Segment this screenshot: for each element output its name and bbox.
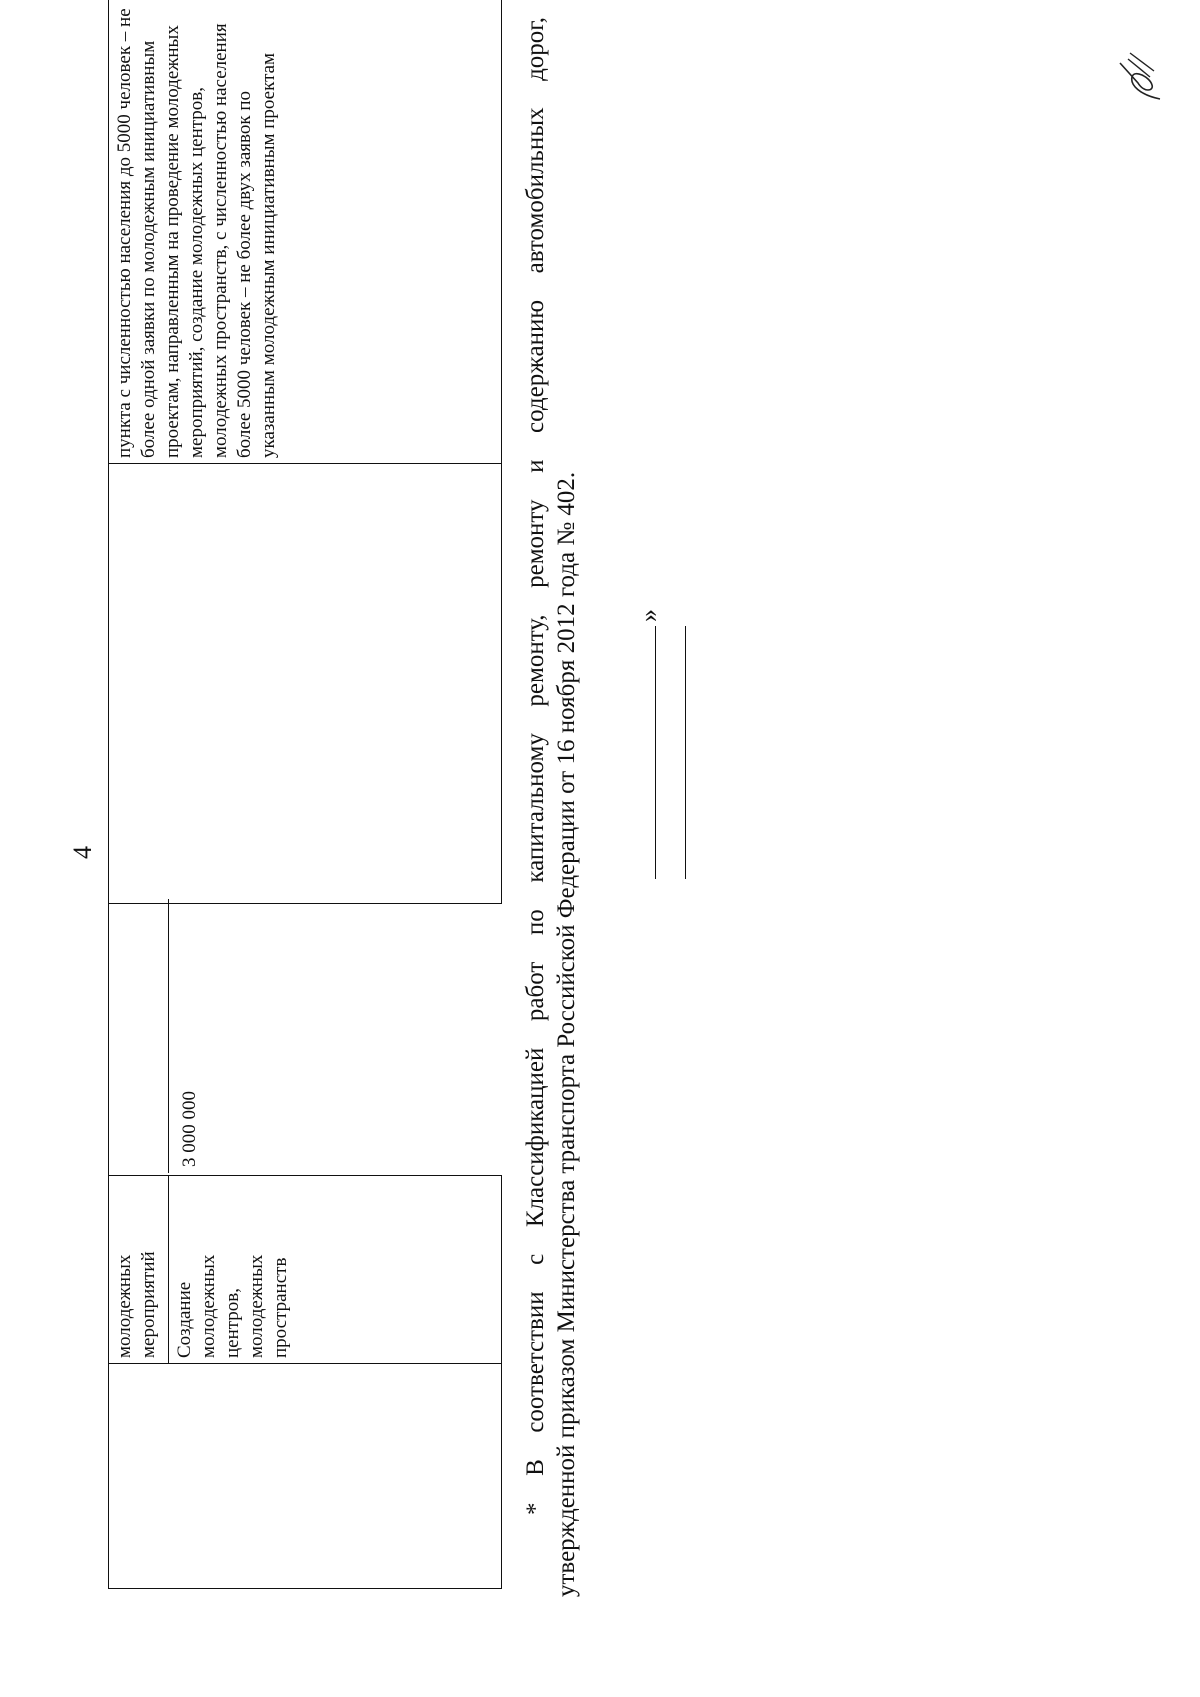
continuation-table xyxy=(108,0,502,1589)
signature-icon xyxy=(1110,47,1170,107)
table-cell-activity: молодежных мероприятий xyxy=(109,1176,169,1364)
footnote xyxy=(520,17,582,1597)
footnote-line: утвержденной приказом Министерства транспорта Российской Федерации от 16 ноября 2012 года № 402. xyxy=(553,471,580,1597)
table-cell-empty xyxy=(109,464,502,904)
page-number: 4 xyxy=(68,846,97,859)
signature-line xyxy=(685,626,686,879)
table-row xyxy=(109,0,169,1589)
signature-line xyxy=(655,626,656,879)
table-cell-empty xyxy=(109,1364,502,1589)
table-cell-activity: Создание молодежных центров, молодежных пространств xyxy=(169,1176,502,1364)
table-divider xyxy=(168,899,169,1173)
closing-quote: » xyxy=(634,609,663,622)
table-cell-conditions: пункта с численностью населения до 5000 человек – не более одной заявки по молодежным инициативным проектам, направленным на проведение молодежных мероприятий, создание молодежных центров, молодежных пространств, с численностью населения более 5000 человек – не более двух заявок по указанным молодежным инициативным проектам xyxy=(109,0,502,464)
footnote-line: * В соответствии с Классификацией работ по капитальному ремонту, ремонту и содержанию автомобильных дорог, xyxy=(522,17,549,1515)
table-cell-amount: 3 000 000 xyxy=(179,1091,200,1167)
